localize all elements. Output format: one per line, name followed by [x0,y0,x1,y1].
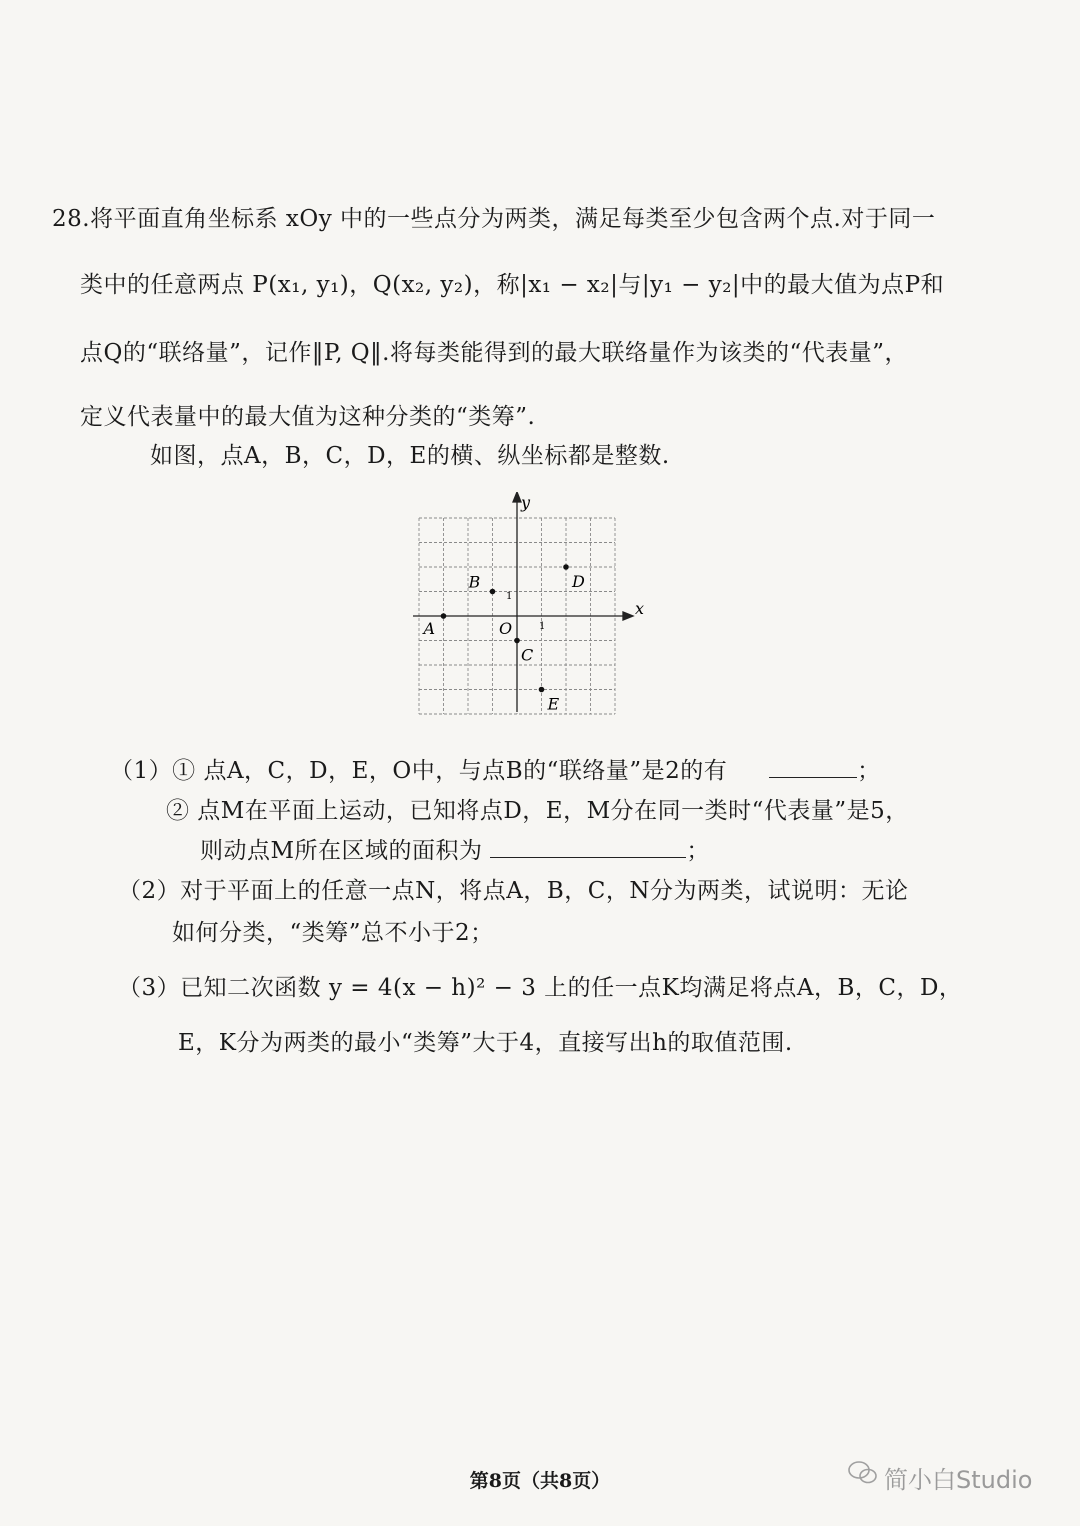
problem-line-1: 28.将平面直角坐标系 xOy 中的一些点分为两类，满足每类至少包含两个点.对于同一 [52,206,936,232]
problem-line-5: 如图，点A，B，C，D，E的横、纵坐标都是整数. [150,443,670,469]
question-3-line-1: （3）已知二次函数 y = 4(x − h)² − 3 上的任一点K均满足将点A，B，C，D， [118,975,963,1001]
watermark-text: 简小白Studio [884,1466,1033,1494]
question-1a-text: （1）① 点A，C，D，E，O中，与点B的“联络量”是2的有 [110,758,728,784]
question-1b-text: 则动点M所在区域的面积为 [200,838,483,864]
answer-blank-1b[interactable] [490,839,686,858]
origin-label: O [499,619,513,638]
problem-line-2: 类中的任意两点 P(x₁, y₁)，Q(x₂, y₂)，称|x₁ − x₂|与|y₁ − y₂|中的最大值为点P和 [80,272,945,298]
question-2-line-2: 如何分类，“类筹”总不小于2； [172,920,494,946]
x-axis-arrow [623,612,633,620]
point-label-e: E [547,694,560,714]
question-2-line-1: （2）对于平面上的任意一点N，将点A，B，C，N分为两类，试说明：无论 [118,878,909,904]
unit-y-label: 1 [506,591,513,602]
point-b [490,589,496,595]
y-axis-label: y [521,493,531,512]
question-1b-line-1: ② 点M在平面上运动，已知将点D，E，M分在同一类时“代表量”是5， [166,798,909,824]
question-3-line-2: E，K分为两类的最小“类筹”大于4，直接写出h的取值范围. [178,1030,793,1056]
problem-line-3: 点Q的“联络量”，记作‖P, Q‖.将每类能得到的最大联络量作为该类的“代表量”， [80,340,908,366]
page-footer: 第8页（共8页） [469,1470,611,1492]
point-label-c: C [521,645,534,665]
point-e [539,687,545,693]
question-1a [110,752,881,785]
x-axis-label: x [635,599,645,618]
point-d [563,564,569,570]
answer-blank-1a[interactable] [769,759,857,778]
unit-x-label: 1 [539,621,546,632]
point-a [441,613,447,619]
y-axis-arrow [513,492,521,502]
problem-line-4: 定义代表量中的最大值为这种分类的“类筹”. [80,404,536,430]
wechat-icon [848,1460,878,1486]
point-c [514,638,520,644]
point-label-d: D [572,572,585,591]
coordinate-figure [405,492,645,722]
question-1a-end: ； [857,758,881,784]
point-label-b: B [468,572,481,592]
point-label-a: A [423,619,436,638]
question-1b-line-2 [200,832,710,865]
question-1b-end: ； [686,838,710,864]
